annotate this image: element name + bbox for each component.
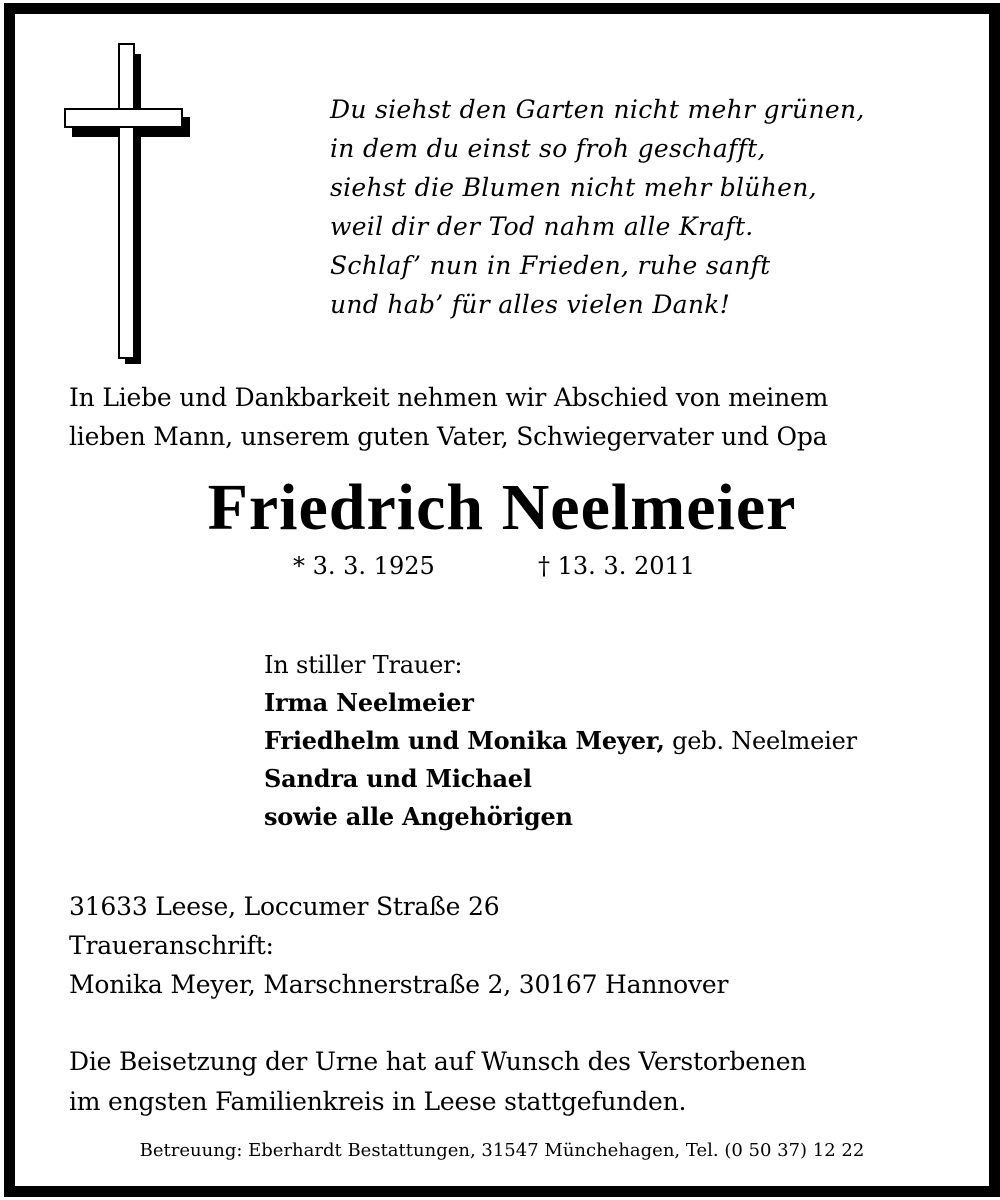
poem-line: Schlaf’ nun in Frieden, ruhe sanft xyxy=(330,251,771,280)
poem-line: in dem du einst so froh geschafft, xyxy=(330,134,766,163)
obituary-frame xyxy=(4,3,1000,1197)
address-block xyxy=(69,887,728,1004)
intro-text xyxy=(69,378,828,456)
notice-line: im engsten Familienkreis in Leese stattgefunden. xyxy=(69,1087,687,1116)
poem-line: siehst die Blumen nicht mehr blühen, xyxy=(330,173,817,202)
poem-line: und hab’ für alles vielen Dank! xyxy=(330,290,731,319)
mourner xyxy=(264,722,857,760)
intro-line: lieben Mann, unserem guten Vater, Schwiegervater und Opa xyxy=(69,422,828,451)
mourners-list xyxy=(264,646,857,836)
burial-notice xyxy=(69,1042,806,1122)
mourner-name: Friedhelm und Monika Meyer, xyxy=(264,726,665,755)
mourner-suffix: geb. Neelmeier xyxy=(664,727,857,755)
poem-line: weil dir der Tod nahm alle Kraft. xyxy=(330,212,754,241)
cross-icon xyxy=(15,14,195,374)
mourner: Sandra und Michael xyxy=(264,764,532,793)
home-address: 31633 Leese, Loccumer Straße 26 xyxy=(69,892,500,921)
funeral-home-footer: Betreuung: Eberhardt Bestattungen, 31547 Münchehagen, Tel. (0 50 37) 12 22 xyxy=(139,1140,865,1161)
mourning-address-label: Traueranschrift: xyxy=(69,931,274,960)
mourning-address: Monika Meyer, Marschnerstraße 2, 30167 Hannover xyxy=(69,970,729,999)
death-date: † 13. 3. 2011 xyxy=(538,552,696,580)
poem-line: Du siehst den Garten nicht mehr grünen, xyxy=(330,95,865,124)
mourners-heading: In stiller Trauer: xyxy=(264,651,463,679)
mourner: Irma Neelmeier xyxy=(264,688,474,717)
mourner: sowie alle Angehörigen xyxy=(264,802,573,831)
poem xyxy=(330,90,865,324)
birth-date: * 3. 3. 1925 xyxy=(293,552,435,580)
intro-line: In Liebe und Dankbarkeit nehmen wir Abschied von meinem xyxy=(69,383,829,412)
deceased-name: Friedrich Neelmeier xyxy=(207,471,797,544)
notice-line: Die Beisetzung der Urne hat auf Wunsch des Verstorbenen xyxy=(69,1047,807,1076)
